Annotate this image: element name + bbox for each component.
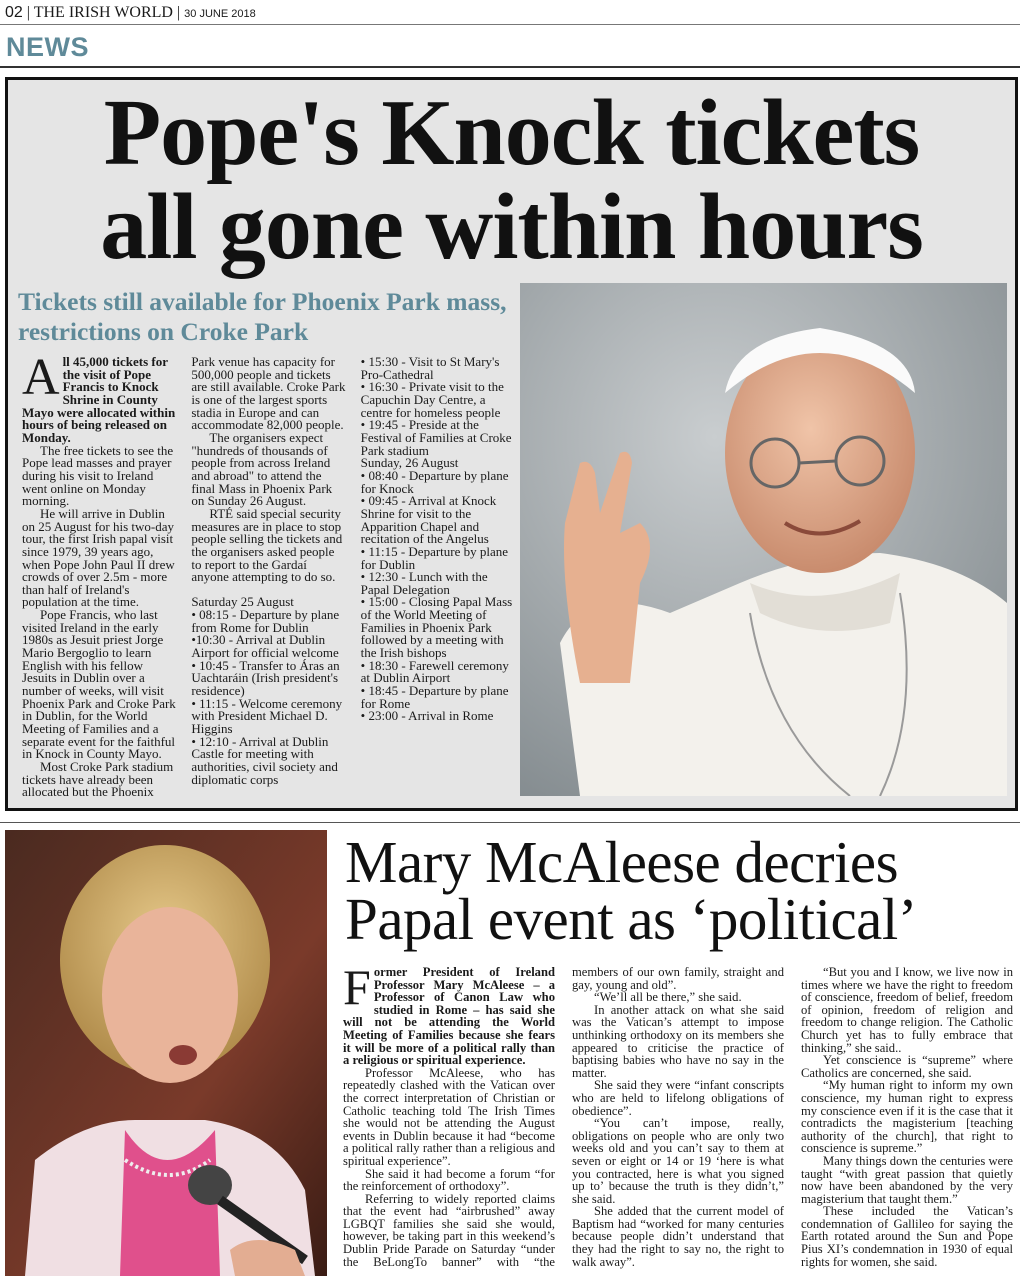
schedule-item: • 15:30 - Visit to St Mary's Pro-Cathedral: [360, 356, 500, 382]
paragraph: Referring to widely reported claims that the event had “airbrushed” away LGBQT families she said she would, however, be taking part in this weekend’s Dublin Pride Parade on Saturday “under the BeLongTo banner” with “the members of our own family, straight and gay, young and old”.: [343, 966, 784, 1269]
pope-photo: [520, 283, 1007, 796]
paragraph: “We’ll all be there,” she said.: [594, 990, 742, 1005]
schedule-item: • 23:00 - Arrival in Rome: [360, 708, 494, 724]
subheadline: Tickets still available for Phoenix Park mass, restrictions on Croke Park: [18, 287, 507, 346]
paragraph: Yet conscience is “supreme” where Catholics are concerned, she said.: [801, 1053, 1013, 1080]
schedule-item: • 12:30 - Lunch with the Papal Delegation: [360, 569, 488, 597]
page-number: 02: [5, 4, 23, 21]
schedule-item: •10:30 - Arrival at Dublin Airport for official welcome: [191, 632, 339, 661]
schedule-item: • 08:15 - Departure by plane from Rome for Dublin: [191, 607, 340, 635]
paragraph: “My human right to inform my own conscience, my human right to express my conscience even if it is the case that it contradicts the magisterium [teaching authority of the church], that right to conscience is supreme.”: [801, 1078, 1013, 1156]
lead-text: ormer President of Ireland Professor Mary McAleese – a Professor of Canon Law who studied in Rome – has said she will not be attending the World Meeting of Families because she fears it will be more of a political rally than a religious or spiritual experience.: [343, 966, 555, 1068]
paragraph: She said they were “infant conscripts who are held to lifelong obligations of obedience”.: [572, 1078, 784, 1118]
mcaleese-photo: [5, 830, 327, 1276]
paragraph: The organisers expect "hundreds of thousands of people from across Ireland and abroad" to attend the final Mass in Phoenix Park on Sunday 26 August.: [191, 429, 333, 509]
schedule-item: • 11:15 - Departure by plane for Dublin: [360, 543, 509, 572]
paragraph: The free tickets to see the Pope lead masses and prayer during his visit to Ireland went online on Monday morning.: [22, 442, 174, 509]
drop-cap: F: [343, 966, 371, 1015]
headline-line: all gone within hours: [100, 175, 923, 279]
headline-line: Pope's Knock tickets: [103, 81, 920, 185]
divider: [0, 24, 1020, 25]
story-body: [22, 356, 516, 801]
divider: [0, 822, 1020, 823]
schedule-item: • 18:45 - Departure by plane for Rome: [360, 683, 509, 711]
schedule-item: Sunday, 26 August: [360, 455, 459, 471]
schedule-item: • 08:40 - Departure by plane for Knock: [360, 467, 509, 496]
headline-line: Mary McAleese decries: [345, 829, 899, 895]
divider: [0, 66, 1020, 68]
headline: [345, 829, 1015, 952]
schedule-item: • 12:10 - Arrival at Dublin Castle for meeting with authorities, civil society and diplomatic corps: [191, 733, 338, 787]
lead-paragraph: [22, 356, 177, 445]
story-body: [343, 966, 1013, 1276]
schedule-item: • 11:15 - Welcome ceremony with President Michael D. Higgins: [191, 695, 343, 737]
schedule-item: Saturday 25 August: [191, 594, 294, 610]
section-label: NEWS: [6, 32, 89, 62]
lead-paragraph: [343, 966, 555, 1067]
schedule-item: • 19:45 - Preside at the Festival of Families at Croke Park stadium: [360, 417, 512, 458]
story-pope-box: [5, 77, 1018, 811]
paragraph: Most Croke Park stadium tickets have already been allocated but the Phoenix Park venue has capacity for 500,000 people and tickets are still available. Croke Park is one of the largest sports stadia in Europe and can accommodate 82,000 people.: [22, 356, 346, 800]
headline: [8, 81, 1015, 279]
schedule-item: • 09:45 - Arrival at Knock Shrine for visit to the Apparition Chapel and recitation of the Angelus: [360, 493, 497, 547]
paragraph: RTÉ said special security measures are in place to stop people selling the tickets and the organisers asked people to report to the Gardaí anyone attempting to do so.: [191, 505, 343, 585]
paragraph: Pope Francis, who last visited Ireland in the early 1980s as Jesuit priest Jorge Mario Bergoglio to learn English with his fellow Jesuits in Dublin over a number of weeks, will visit Phoenix Park and Croke Park in Dublin, for the World Meeting of Families and a separate event for the faithful in Knock in County Mayo.: [22, 607, 176, 762]
issue-date: 30 JUNE 2018: [184, 8, 256, 20]
schedule-item: • 15:00 - Closing Papal Mass of the World Meeting of Families in Phoenix Park followed by a meeting with the Irish bishops: [360, 594, 513, 661]
masthead: 02 | THE IRISH WORLD | 30 JUNE 2018: [5, 4, 256, 21]
headline-line: Papal event as ‘political’: [345, 886, 917, 952]
paragraph: She added that the current model of Baptism had “worked for many centuries because people didn’t understand that they had the right to say no, the right to walk away”.: [572, 1204, 784, 1269]
paragraph: She said it had become a forum “for the reinforcement of orthodoxy”.: [343, 1166, 555, 1194]
paragraph: He will arrive in Dublin on 25 August for his two-day tour, the first Irish papal visit since 1979, 39 years ago, when Pope John Paul II drew crowds of over 2.5m - more than half of Ireland's population at the time.: [22, 505, 175, 610]
paragraph: These included the Vatican’s condemnation of Gallileo for saying the Earth rotated around the Sun and Pope Pius XI’s condemnation in 1930 of equal rights for women, she said.: [801, 1204, 1013, 1269]
paragraph: Many things down the centuries were taught “with great passion that quietly now have been abandoned by the very magisterium that taught them.”: [801, 1153, 1013, 1206]
paragraph: “But you and I know, we live now in times where we have the right to freedom of conscience, freedom of belief, freedom of opinion, freedom of religion and freedom to change religion. The Catholic Church yet has to fully embrace that thinking,” she said..: [801, 966, 1013, 1055]
paragraph: “You can’t impose, really, obligations on people who are only two weeks old and you can’t say to them at seven or eight or 14 or 19 ‘here is what you contracted, here is what you signed up to’ because the truth is they didn’t,” she said.: [572, 1116, 784, 1206]
drop-cap: A: [22, 356, 60, 406]
schedule-item: • 18:30 - Farewell ceremony at Dublin Airport: [360, 657, 509, 686]
paragraph: In another attack on what she said was the Vatican’s attempt to impose unthinking orthodoxy on its members she appeared to criticise the practice of baptising babies who have no say in the matter.: [572, 1002, 784, 1080]
paragraph: Professor McAleese, who has repeatedly clashed with the Vatican over the correct interpretation of Christian or Catholic teaching told The Irish Times she would not be attending the August events in Dublin because it had “become a political rally rather than a religious and spiritual experience”.: [343, 1065, 555, 1168]
lead-text: ll 45,000 tickets for the visit of Pope Francis to Knock Shrine in County Mayo were allocated within hours of being released on Monday.: [22, 356, 176, 445]
schedule-item: • 10:45 - Transfer to Áras an Uachtaráin (Irish president's residence): [191, 657, 340, 699]
schedule-item: • 16:30 - Private visit to the Capuchin Day Centre, a centre for homeless people: [360, 379, 504, 420]
paper-name: THE IRISH WORLD: [33, 4, 173, 21]
